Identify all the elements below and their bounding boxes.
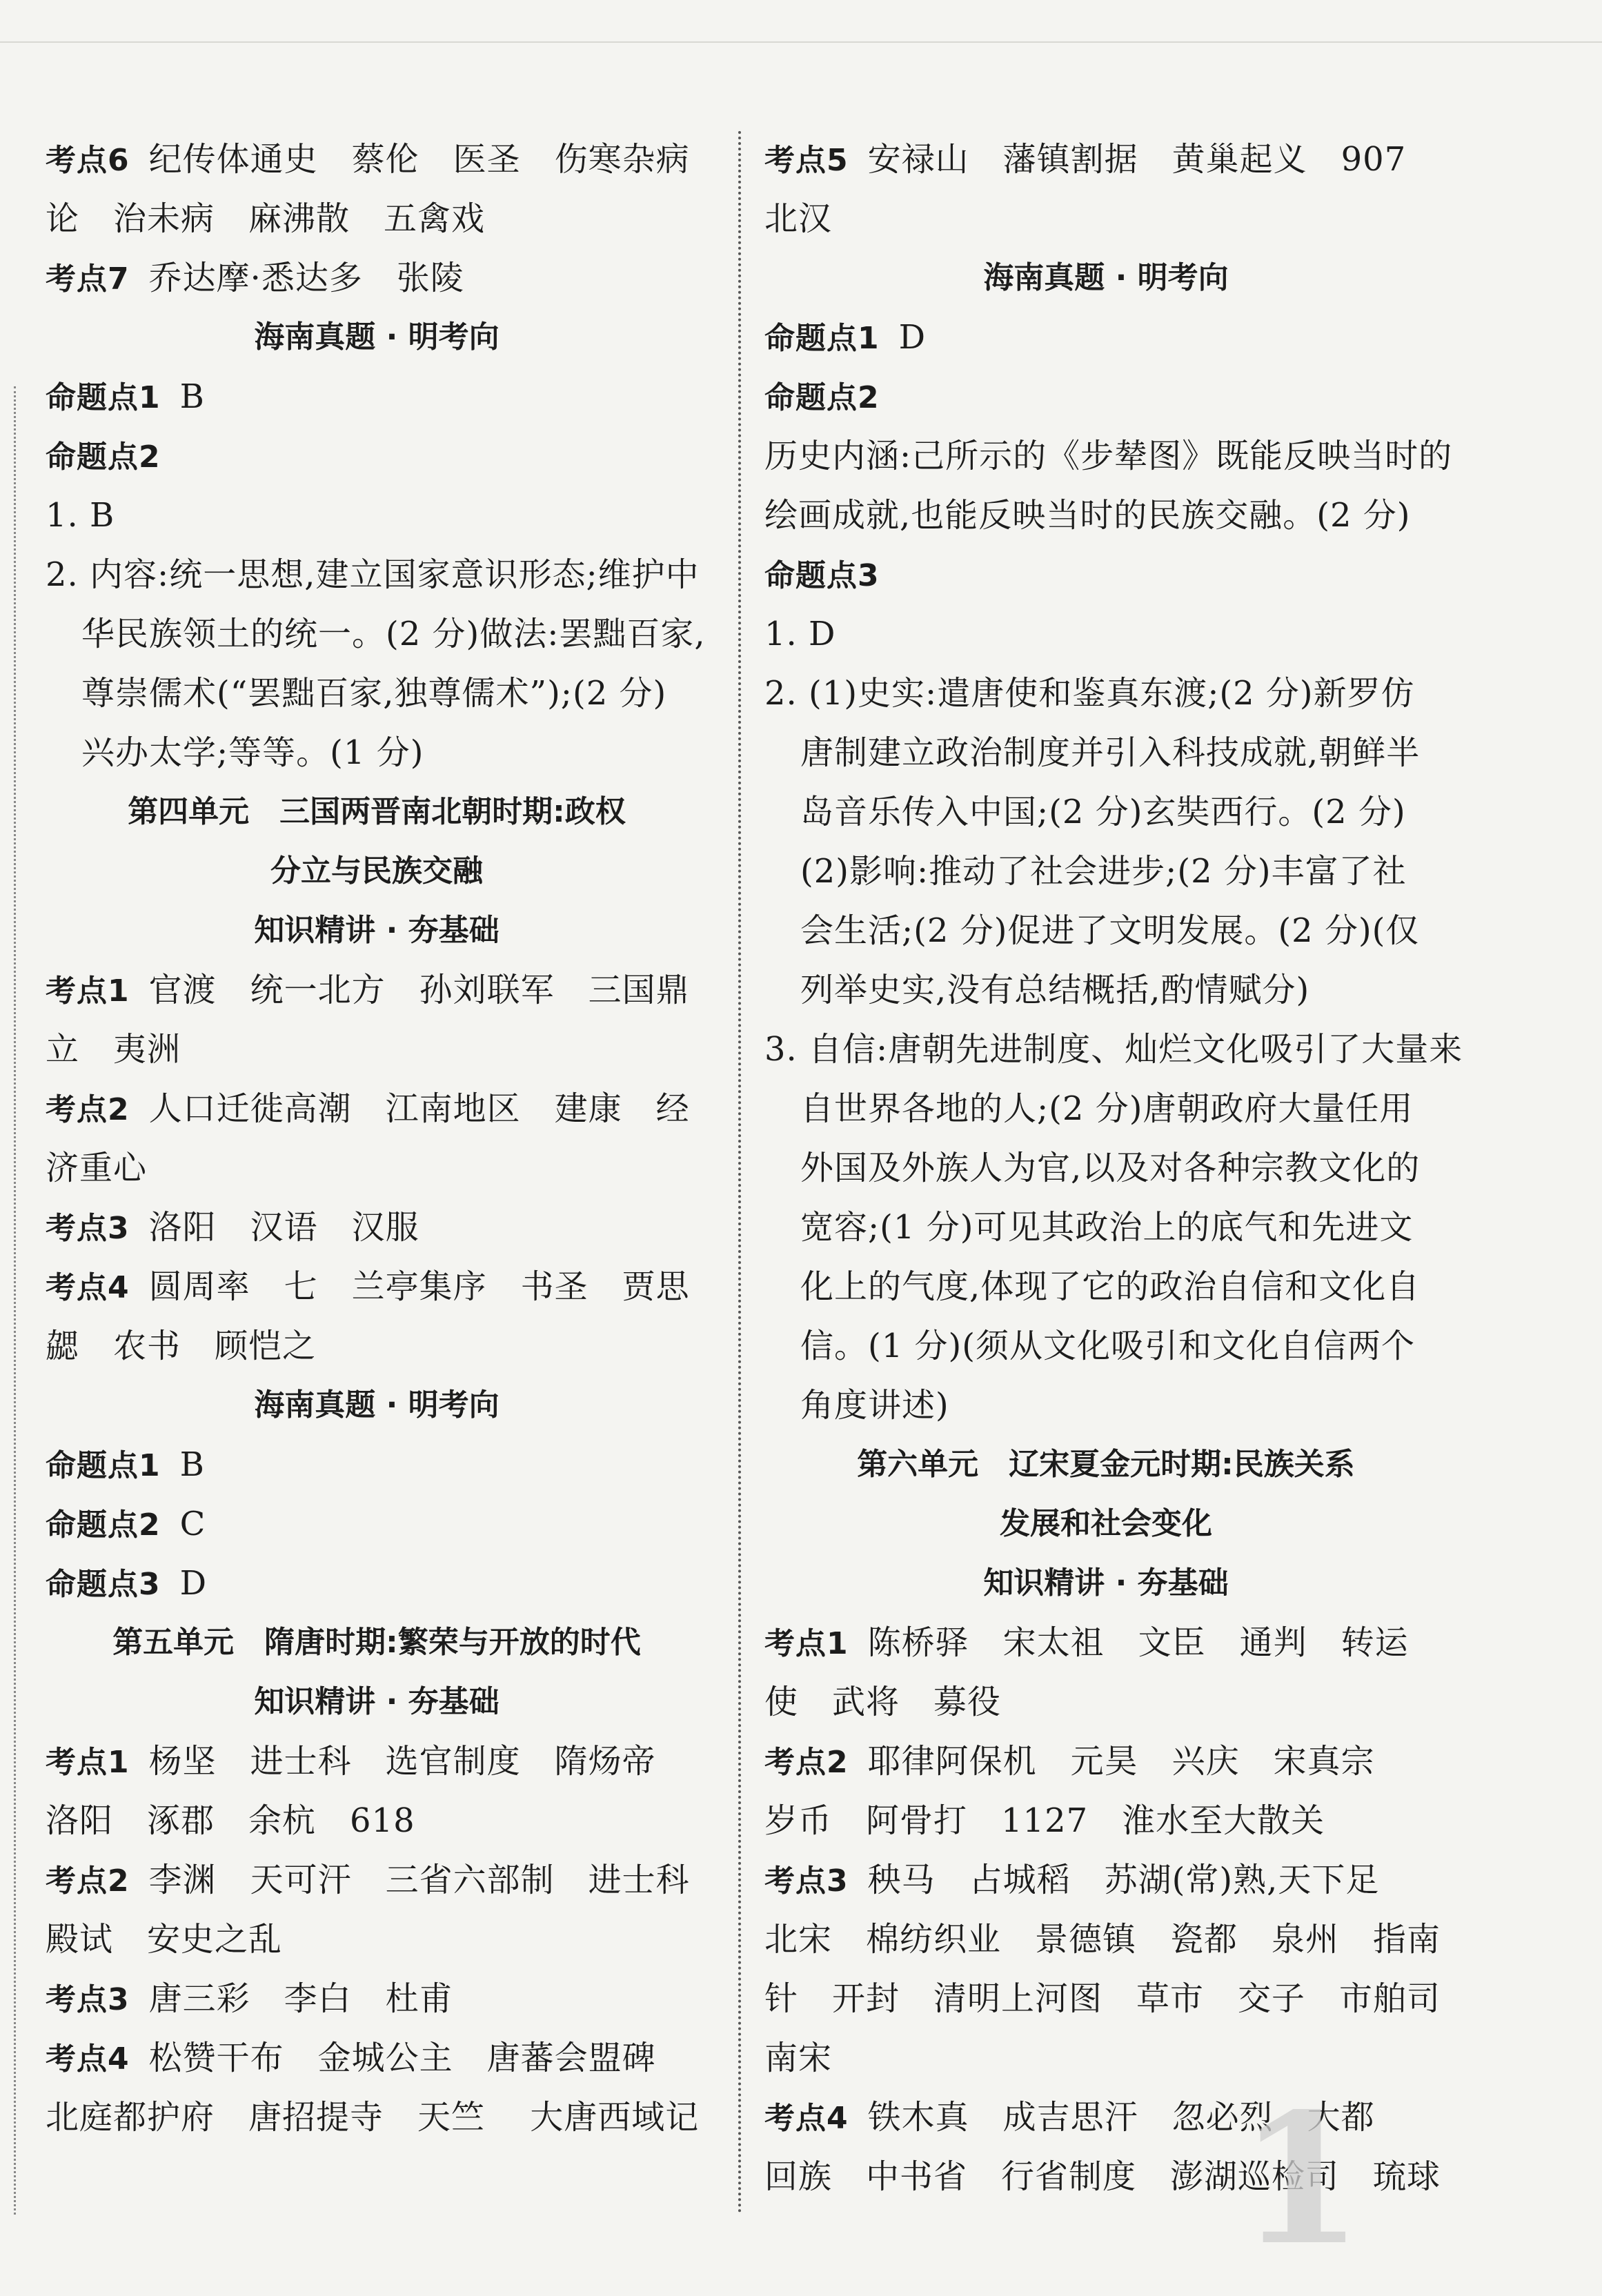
answer-line: 北宋 棉纺织业 景德镇 瓷都 泉州 指南 bbox=[764, 1920, 1441, 1959]
section-heading: 海南真题 · 明考向 bbox=[254, 1387, 500, 1423]
answer-text: 李渊 天可汗 三省六部制 进士科 bbox=[148, 1861, 690, 1899]
kaodian6-line2: 论 治未病 麻沸散 五禽戏 bbox=[46, 199, 486, 238]
answer-text: 耶律阿保机 元昊 兴庆 宋真宗 bbox=[867, 1742, 1375, 1781]
section-heading: 海南真题 · 明考向 bbox=[983, 260, 1229, 295]
mingtidian-label: 命题点3 bbox=[46, 1567, 161, 1602]
kaodian-line bbox=[46, 960, 708, 1020]
answer-text: 唐三彩 李白 杜甫 bbox=[148, 1979, 453, 2018]
kaodian6-line1 bbox=[46, 130, 708, 189]
answer-text: 安禄山 藩镇割据 黄巢起义 907 bbox=[867, 140, 1407, 179]
answer-text: 纪传体通史 蔡伦 医圣 伤寒杂病 bbox=[148, 140, 690, 179]
answer-line: 北庭都护府 唐招提寺 天竺 大唐西域记 bbox=[46, 2098, 700, 2137]
answer-line: 唐制建立政治制度并引入科技成就,朝鲜半 bbox=[800, 733, 1421, 772]
answer-text: 松赞干布 金城公主 唐蕃会盟碑 bbox=[148, 2039, 656, 2077]
kaodian-label: 考点6 bbox=[46, 143, 130, 178]
kaodian-label: 考点4 bbox=[46, 1270, 130, 1305]
answer-line: 外国及外族人为官,以及对各种宗教文化的 bbox=[800, 1149, 1421, 1187]
answer-line: 岛音乐传入中国;(2 分)玄奘西行。(2 分) bbox=[800, 793, 1406, 831]
answer-text: 圆周率 七 兰亭集序 书圣 贾思 bbox=[148, 1267, 690, 1306]
answer-line: 1. B bbox=[46, 496, 115, 535]
answer-text: D bbox=[179, 1564, 208, 1603]
mingtidian-label: 命题点2 bbox=[764, 380, 880, 415]
left-column bbox=[46, 130, 708, 2147]
kaodian-label: 考点1 bbox=[764, 1626, 849, 1661]
unit-title: 第五单元 隋唐时期:繁荣与开放的时代 bbox=[112, 1625, 641, 1660]
answer-line: 北汉 bbox=[764, 199, 833, 238]
top-scan-edge bbox=[0, 41, 1602, 43]
unit-title: 分立与民族交融 bbox=[270, 853, 483, 889]
page-number: 1 bbox=[1238, 2075, 1363, 2285]
answer-text: 洛阳 汉语 汉服 bbox=[148, 1208, 419, 1247]
answer-line: 洛阳 涿郡 余杭 618 bbox=[46, 1801, 415, 1840]
answer-line: 岁币 阿骨打 1127 淮水至大散关 bbox=[764, 1801, 1325, 1840]
mingtidian-label: 命题点3 bbox=[764, 558, 880, 593]
answer-line: 化上的气度,体现了它的政治自信和文化自 bbox=[800, 1267, 1421, 1306]
kaodian-line bbox=[46, 1257, 708, 1316]
mingtidian2-line bbox=[46, 426, 708, 486]
kaodian-label: 考点2 bbox=[46, 1863, 130, 1899]
kaodian-line bbox=[764, 1850, 1447, 1910]
mingtidian-label: 命题点1 bbox=[46, 1448, 161, 1483]
answer-line: 信。(1 分)(须从文化吸引和文化自信两个 bbox=[800, 1327, 1415, 1365]
unit-title: 第四单元 三国两晋南北朝时期:政权 bbox=[128, 794, 626, 829]
kaodian-label: 考点1 bbox=[46, 1745, 130, 1780]
answer-text: B bbox=[179, 1445, 205, 1484]
answer-text: D bbox=[898, 318, 927, 357]
kaodian-line bbox=[46, 2028, 708, 2088]
answer-line: 针 开封 清明上河图 草市 交子 市舶司 bbox=[764, 1979, 1441, 2018]
section-heading: 海南真题 · 明考向 bbox=[254, 319, 500, 355]
kaodian-label: 考点1 bbox=[46, 973, 130, 1009]
kaodian-label: 考点4 bbox=[46, 2041, 130, 2077]
answer-text: 官渡 统一北方 孙刘联军 三国鼎 bbox=[148, 971, 690, 1009]
kaodian7-line bbox=[46, 248, 708, 308]
kaodian-label: 考点7 bbox=[46, 261, 130, 297]
answer-text: 乔达摩·悉达多 张陵 bbox=[148, 259, 464, 297]
mingtidian-line bbox=[764, 308, 1447, 367]
answer-line: 回族 中书省 行省制度 澎湖巡检司 琉球 bbox=[764, 2157, 1441, 2196]
mingtidian-line bbox=[764, 545, 1447, 604]
kaodian-line bbox=[764, 1732, 1447, 1791]
right-column bbox=[764, 130, 1463, 2206]
kaodian-line bbox=[46, 1079, 708, 1138]
mingtidian-line bbox=[764, 367, 1447, 426]
mingtidian-label: 命题点2 bbox=[46, 439, 161, 475]
kaodian-line bbox=[764, 130, 1447, 189]
answer-line: 1. D bbox=[764, 615, 836, 653]
kaodian-line bbox=[46, 1850, 708, 1910]
mingtidian-label: 命题点2 bbox=[46, 1507, 161, 1543]
answer-line: 南宋 bbox=[764, 2039, 833, 2077]
answer-line: 3. 自信:唐朝先进制度、灿烂文化吸引了大量来 bbox=[764, 1030, 1463, 1069]
answer-line: 自世界各地的人;(2 分)唐朝政府大量任用 bbox=[800, 1089, 1414, 1128]
mingtidian1-line bbox=[46, 367, 708, 426]
kaodian-label: 考点3 bbox=[46, 1211, 130, 1246]
column-divider bbox=[738, 131, 741, 2215]
answer-line: (2)影响:推动了社会进步;(2 分)丰富了社 bbox=[800, 852, 1407, 891]
answer-text: 铁木真 成吉思汗 忽必烈 大都 bbox=[867, 2098, 1375, 2137]
unit-title: 发展和社会变化 bbox=[1000, 1506, 1212, 1541]
answer-line: 列举史实,没有总结概括,酌情赋分) bbox=[800, 971, 1310, 1009]
section-heading: 知识精讲 · 夯基础 bbox=[983, 1565, 1229, 1601]
kaodian-line bbox=[46, 1198, 708, 1257]
answer-line: 会生活;(2 分)促进了文明发展。(2 分)(仅 bbox=[800, 911, 1420, 950]
answer-text: 陈桥驿 宋太祖 文臣 通判 转运 bbox=[867, 1623, 1409, 1662]
kaodian-line bbox=[764, 1613, 1447, 1672]
mingtidian-line bbox=[46, 1435, 708, 1494]
answer-line: 历史内涵:己所示的《步辇图》既能反映当时的 bbox=[764, 437, 1453, 475]
section-heading: 知识精讲 · 夯基础 bbox=[254, 1684, 500, 1719]
answer-line: 勰 农书 顾恺之 bbox=[46, 1327, 317, 1365]
answer-line: 兴办太学;等等。(1 分) bbox=[81, 733, 424, 772]
answer-line: 华民族领土的统一。(2 分)做法:罢黜百家, bbox=[81, 615, 706, 653]
kaodian-line bbox=[46, 1732, 708, 1791]
kaodian-label: 考点2 bbox=[46, 1092, 130, 1127]
answer-line: 2. (1)史实:遣唐使和鉴真东渡;(2 分)新罗仿 bbox=[764, 674, 1415, 713]
kaodian-label: 考点3 bbox=[46, 1982, 130, 2017]
answer-line: 绘画成就,也能反映当时的民族交融。(2 分) bbox=[764, 496, 1411, 535]
mingtidian-label: 命题点1 bbox=[46, 380, 161, 415]
answer-line: 使 武将 募役 bbox=[764, 1683, 1002, 1721]
answer-text: 人口迁徙高潮 江南地区 建康 经 bbox=[148, 1089, 690, 1128]
answer-line: 殿试 安史之乱 bbox=[46, 1920, 283, 1959]
answer-text: B bbox=[179, 377, 205, 416]
answer-line: 宽容;(1 分)可见其政治上的底气和先进文 bbox=[800, 1208, 1414, 1247]
mingtidian-line bbox=[46, 1554, 708, 1613]
kaodian-label: 考点3 bbox=[764, 1863, 849, 1899]
kaodian-label: 考点2 bbox=[764, 1745, 849, 1780]
kaodian-label: 考点5 bbox=[764, 143, 849, 178]
answer-line: 济重心 bbox=[46, 1149, 148, 1187]
unit-title: 第六单元 辽宋夏金元时期:民族关系 bbox=[857, 1447, 1355, 1482]
answer-line: 立 夷洲 bbox=[46, 1030, 181, 1069]
answer-line: 2. 内容:统一思想,建立国家意识形态;维护中 bbox=[46, 555, 700, 594]
answer-line: 角度讲述) bbox=[800, 1386, 949, 1425]
answer-text: C bbox=[179, 1505, 206, 1543]
left-margin-dots bbox=[14, 386, 16, 2215]
mingtidian-label: 命题点1 bbox=[764, 321, 880, 356]
kaodian-line bbox=[46, 1969, 708, 2028]
kaodian-label: 考点4 bbox=[764, 2101, 849, 2136]
answer-text: 杨坚 进士科 选官制度 隋炀帝 bbox=[148, 1742, 656, 1781]
section-heading: 知识精讲 · 夯基础 bbox=[254, 913, 500, 948]
answer-text: 秧马 占城稻 苏湖(常)熟,天下足 bbox=[867, 1861, 1380, 1899]
mingtidian-line bbox=[46, 1494, 708, 1554]
answer-line: 尊崇儒术(“罢黜百家,独尊儒术”);(2 分) bbox=[81, 674, 667, 713]
